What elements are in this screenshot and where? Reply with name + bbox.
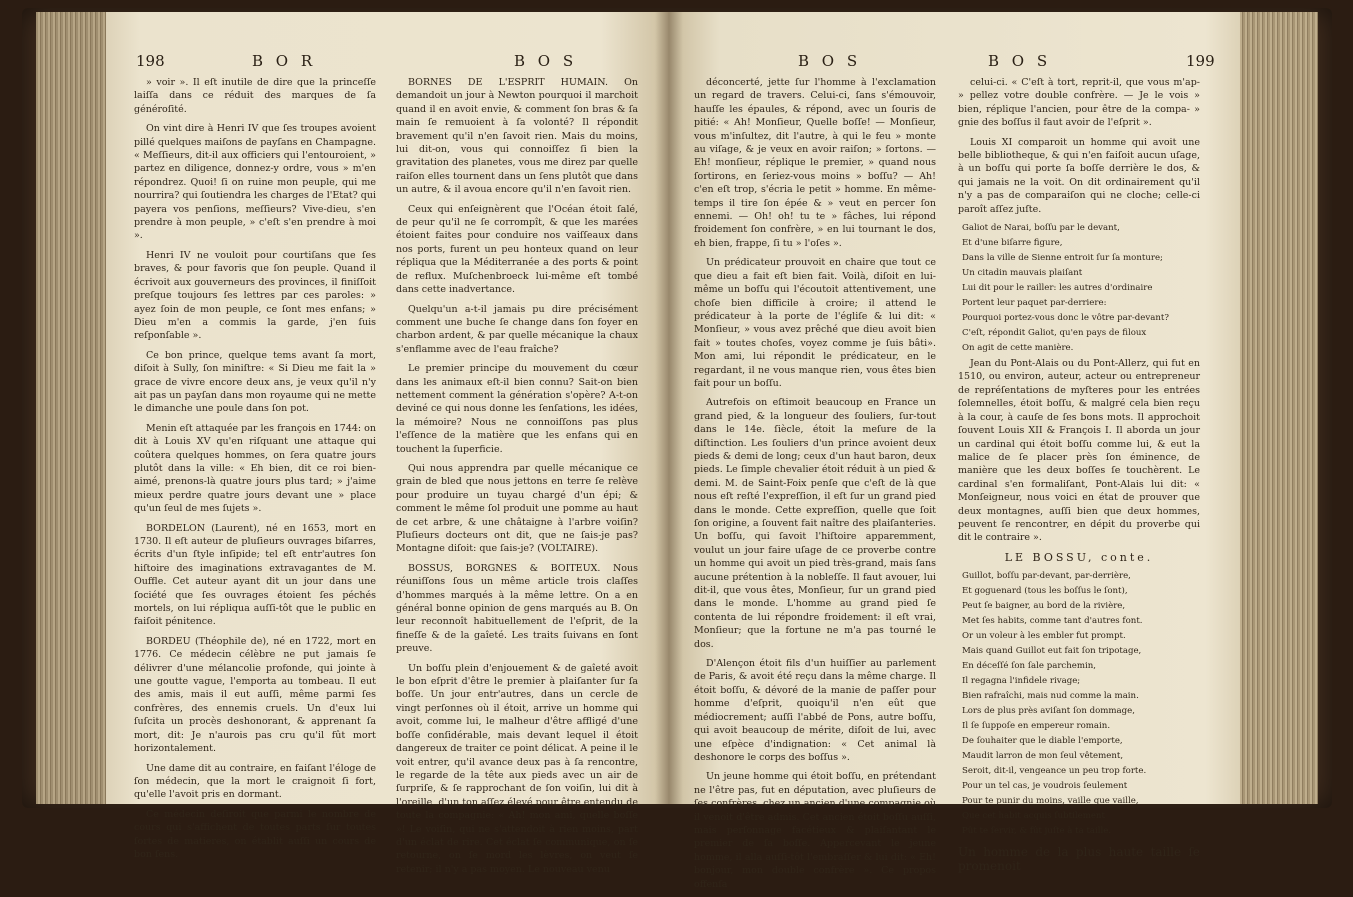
paragraph: celui-ci. « C'eſt à tort, reprit-il, que vous m'ap- » pellez votre double confrère. — Je le vois » bien, réplique l'ancien, pour être de la compa- » gnie des boſſus il faut avoir de l'eſprit ». — [958, 77, 1200, 129]
text-column-3 — [694, 76, 936, 897]
verse-line: Galiot de Narai, boſſu par le devant, — [962, 223, 1120, 234]
verse-line: Il regagna l'infidele rivage; — [962, 676, 1081, 687]
page-edges-left — [36, 12, 108, 804]
running-head-right-2: B O S — [988, 52, 1052, 70]
paragraph: Un homme de la plus haute taille ſe promenoit — [958, 845, 1200, 873]
paragraph: Autrefois on eſtimoit beaucoup en France un grand pied, & la longueur des ſouliers, ſur-tout dans le 14e. ſiècle, étoit la meſure de la diſtinction. Les ſouliers d'un prince avoient deux pieds & demi de long; ceux d'un haut baron, deux pieds. Le ſimple chevalier étoit réduit à un pied & demi. M. de Saint-Foix penſe que c'eſt de là que nous eſt reſté l'expreſſion, il eſt ſur un grand pied dans le monde. Cette expreſſion, quelle que ſoit ſon origine, a ſouvent fait naître des plaiſanteries. Un boſſu, qui ſavoit l'hiſtoire apparemment, voulut un jour faire uſage de ce proverbe contre un homme qui avoit un pied très-grand, mais ſans aucune prétention à la nobleſſe. Il faut avouer, lui dit-il, que vous êtes, Monſieur, ſur un grand pied dans le monde. L'homme au grand pied ſe contenta de lui répondre froidement: il eſt vrai, Monſieur; que la fortune ne m'a pas tourné le dos. — [694, 397, 936, 650]
paragraph: On vint dire à Henri IV que ſes troupes avoient pillé quelques maiſons de payſans en Champagne. « Meſſieurs, dit-il aux officiers qui l'entouroient, » partez en diligence, donnez-y ordre, vous » m'en répondrez. Quoi! ſi on ruine mon peuple, qui me nourrira? qui ſoutiendra les charges de l'Etat? qui payera vos penſions, meſſieurs? Vive-dieu, s'en prendre à mon peuple, » c'eſt s'en prendre à moi ». — [134, 123, 376, 242]
section-title: LE BOSSU, conte. — [1004, 550, 1154, 564]
page-number-right: 199 — [1186, 52, 1215, 70]
verse-line: Et d'une biſarre figure, — [962, 238, 1063, 249]
paragraph: D'Alençon étoit fils d'un huiſſier au parlement de Paris, & avoit été reçu dans la même charge. Il étoit boſſu, & dévoré de la manie de paſſer pour homme d'eſprit, quoiqu'il n'en eût que médiocrement; auſſi l'abbé de Pons, autre boſſu, qui avoit beaucoup de mérite, diſoit de lui, avec une eſpèce d'indignation: « Cet animal là deshonore le corps des boſſus ». — [694, 658, 936, 763]
verse-line: Dans la ville de Sienne entroit ſur ſa monture; — [962, 253, 1163, 264]
paragraph: Jean du Pont-Alais ou du Pont-Allerz, qui fut en 1510, ou environ, auteur, acteur ou entrepreneur de repréſentations de myſteres pour les entrées ſolemnelles, étoit boſſu, & malgré cela bien reçu à la cour, à cauſe de ſes bons mots. Il approchoit ſouvent Louis XII & François I. Il aborda un jour un cardinal qui étoit boſſu comme lui, & eut la malice de ſe placer près ſon éminence, de manière que les deux boſſes ſe touchèrent. Le cardinal s'en formaliſant, Pont-Alais lui dit: « Monſeigneur, nous voici en état de prouver que deux montagnes, auſſi bien que deux hommes, peuvent ſe rencontrer, en dépit du proverbe qui dit le contraire ». — [958, 358, 1200, 544]
paragraph: BORDEU (Théophile de), né en 1722, mort en 1776. Ce médecin célèbre ne put jamais ſe délivrer d'une mélancolie profonde, qui jointe à une goutte vague, l'emporta au tombeau. Il eut des amis, mais il eut auſſi, même parmi ſes confrères, des ennemis cruels. Un d'eux lui ſuſcita un procès deshonorant, & apprenant ſa mort, dit: Je n'aurois pas cru qu'il fût mort horizontalement. — [134, 635, 376, 755]
verse-line: Peut ſe baigner, au bord de la rivière, — [962, 601, 1126, 612]
book-gutter — [655, 12, 683, 804]
paragraph: BORDELON (Laurent), né en 1653, mort en 1730. Il eſt auteur de pluſieurs ouvrages biſarres, écrits d'un ſtyle inſipide; tel eſt entr'autres ſon hiſtoire des imaginations extravagantes de M. Ouffle. Cet auteur ayant dit un jour dans une ſociété que ſes ouvrages étoient ſes péchés mortels, on lui répliqua auſſi-tôt que le public en faiſoit pénitence. — [134, 522, 376, 628]
left-page — [106, 12, 668, 875]
running-head-left-2: B O S — [514, 52, 578, 70]
verse-line: Or un voleur à les embler fut prompt. — [962, 631, 1126, 642]
text-column-4 — [958, 76, 1200, 879]
right-page — [668, 12, 1240, 890]
verse-line: Seroit, dit-il, vengeance un peu trop forte. — [962, 766, 1147, 777]
verse-line: Que cet habit acquis ſubtilement — [962, 811, 1105, 822]
verse-line: Portent leur paquet par-derriere: — [962, 298, 1107, 309]
verse-line: C'eſt, répondit Galiot, qu'en pays de filoux — [962, 328, 1147, 339]
verse-line: Pût te ſervir, & fût juſte à ta taille. — [962, 826, 1112, 837]
paragraph: Un prédicateur prouvoit en chaire que tout ce que dieu a fait eſt bien fait. Voilà, diſoit en lui-même un boſſu qui l'écoutoit attentivement, une choſe bien difficile à croire; il attend le prédicateur à la porte de l'égliſe & lui dit: « Monſieur, » vous avez prêché que dieu avoit bien fait » toutes choſes, voyez comme je ſuis bâti». Mon ami, lui répondit le prédicateur, en le regardant, il ne vous manque rien, vous êtes bien fait pour un boſſu. — [694, 257, 936, 389]
text-column-1 — [134, 76, 376, 867]
verse-line: Pour te punir du moins, vaille que vaille, — [962, 796, 1139, 807]
paragraph: Louis XI comparoit un homme qui avoit une belle bibliotheque, & qui n'en faiſoit aucun uſage, à un boſſu qui porte ſa boſſe derrière le dos, & qui jamais ne la voit. On dit ordinairement qu'il n'y a pas de comparaiſon qui ne cloche; celle-ci paroît aſſez juſte. — [958, 136, 1200, 215]
paragraph: Qui nous apprendra par quelle mécanique ce grain de bled que nous jettons en terre ſe relève pour produire un tuyau chargé d'un épi; & comment le même ſol produit une pomme au haut de cet arbre, & une châtaigne à l'arbre voiſin? Pluſieurs docteurs ont dit, que ne ſais-je pas? Montagne diſoit: que ſais-je? (VOLTAIRE). — [396, 462, 638, 555]
paragraph: Une dame dit au contraire, en faiſant l'éloge de ſon médecin, que la mort le craignoit ſi fort, qu'elle l'avoit pris en dormant. — [134, 762, 376, 801]
verse-line: Pour un tel cas, je voudrois ſeulement — [962, 781, 1128, 792]
verse-line: Guillot, boſſu par-devant, par-derrière, — [962, 571, 1131, 582]
paragraph: BORNES DE L'ESPRIT HUMAIN. On demandoit un jour à Newton pourquoi il marchoit quand il en avoit envie, & comment ſon bras & ſa main ſe remuoient à ſa volonté? Il répondit bravement qu'il n'en ſavoit rien. Mais du moins, lui dit-on, vous qui connoiſſez ſi bien la gravitation des planetes, vous me direz par quelle raiſon elles tournent dans un ſens plutôt que dans un autre, & il avoua encore qu'il n'en ſavoit rien. — [396, 77, 638, 196]
verse-line: Un citadin mauvais plaiſant — [962, 268, 1083, 279]
verse-line: Mais quand Guillot eut fait ſon tripotage, — [962, 646, 1142, 657]
paragraph: Henri IV ne vouloit pour courtiſans que ſes braves, & pour favoris que ſon peuple. Quand il écrivoit aux gouverneurs des provinces, il finiſſoit preſque toujours ſes lettres par ces paroles: » ayez ſoin de mon peuple, ce ſont mes enfans; » Dieu m'en a commis la garde, j'en ſuis reſponſable ». — [134, 249, 376, 342]
verse-line: Lors de plus près aviſant ſon dommage, — [962, 706, 1135, 717]
verse-line: Pourquoi portez-vous donc le vôtre par-devant? — [962, 313, 1169, 324]
paragraph: Ceux qui enſeignèrent que l'Océan étoit ſalé, de peur qu'il ne ſe corrompît, & que les marées étoient faites pour conduire nos vaiſſeaux dans nos ports, furent un peu honteux quand on leur répliqua que la Méditerranée a des ports & point de reflux. Muſchenbroeck lui-même eſt tombé dans cette inadvertance. — [396, 203, 638, 296]
verse-line: Bien rafraîchi, mais nud comme la main. — [962, 691, 1139, 702]
verse-line: Lui dit pour le railler: les autres d'ordinaire — [962, 283, 1153, 294]
text-column-2 — [396, 76, 638, 882]
paragraph: » voir ». Il eſt inutile de dire que la princeſſe laiſſa dans ce réduit des marques de ſa généroſité. — [134, 77, 376, 115]
verse-line: Maudit larron de mon ſeul vêtement, — [962, 751, 1124, 762]
verse-line: Et goguenard (tous les boſſus le ſont), — [962, 586, 1128, 597]
paragraph: Ce médecin deſiroit que parmi le nombre de cours qui s'affichent de toutes parts ſur toutes ſortes de matieres, on établit auſſi un cours de bon ſens. — [134, 808, 376, 860]
verse-line: De ſouhaiter que le diable l'emporte, — [962, 736, 1123, 747]
paragraph: Un jeune homme qui étoit boſſu, en prétendant ne l'être pas, fut en députation, avec pluſieurs de ſes confrères, chez un ancien d'une compagnie où il venoit d'être admis. Cet ancien étoit boſſu auſſi, mais perſonnage facétieux & plaiſantant le premier de ſa boſſe. Appercevant le jeune homme, il alla auſſi-tôt l'embraſſer & lui dit: « Eh! bonjour, mon double confrère ». Ce propos offenſa — [694, 771, 936, 890]
verse-line: Il ſe ſuppoſe en empereur romain. — [962, 721, 1111, 732]
page-edges-right — [1238, 12, 1318, 804]
paragraph: Un boſſu plein d'enjouement & de gaîeté avoit le bon eſprit d'être le premier à plaiſanter ſur ſa boſſe. Un jour entr'autres, dans un cercle de vingt perſonnes où il étoit, arrive un homme qui avoit, comme lui, le malheur d'être affligé d'une boſſe conſidérable, mais devant lequel il étoit dangereux de traiter ce point délicat. A peine il le voit entrer, qu'il avance deux pas à ſa rencontre, le regarde de la tête aux pieds avec un air de ſurpriſe, & ſe rapprochant de ſon voiſin, lui dit à l'oreille, d'un ton aſſez élevé pour être entendu de toute la compagnie: « Ah! mon ami, quelle boſſe »! Le voiſin, qui ne s'attendoit à rien moins, part d'un éclat de rire. Cet éclat ſe communique, on ſe retourne, on ſe mord les lèvres, on veut ſe retenir; il n'y a pas moyen. Le nouveau venu — [396, 662, 638, 875]
paragraph: Le premier principe du mouvement du cœur dans les animaux eſt-il bien connu? Sait-on bien nettement comment la génération s'opère? A-t-on deviné ce qui nous donne les ſenſations, les idées, la mémoire? Nous ne connoiſſons pas plus l'eſſence de la matière que les enfans qui en touchent la ſuperficie. — [396, 363, 638, 455]
paragraph: Menin eſt attaquée par les françois en 1744: on dit à Louis XV qu'en riſquant une attaque qui coûtera quelques hommes, on ſera quatre jours plutôt dans la ville: « Eh bien, dit ce roi bien-aimé, prenons-là quatre jours plus tard; » j'aime mieux perdre quatre jours devant une » place qu'un ſeul de mes ſujets ». — [134, 422, 376, 515]
paragraph: Quelqu'un a-t-il jamais pu dire précisément comment une buche ſe change dans ſon foyer en charbon ardent, & par quelle mécanique la chaux s'enflamme avec de l'eau fraîche? — [396, 303, 638, 355]
verse-line: En déceſſé ſon ſale parchemin, — [962, 661, 1097, 672]
running-head-left-1: B O R — [252, 52, 317, 70]
verse-line: Met ſes habits, comme tant d'autres font. — [962, 616, 1143, 627]
verse-line: On agit de cette manière. — [962, 343, 1074, 354]
paragraph: Ce bon prince, quelque tems avant ſa mort, diſoit à Sully, ſon miniſtre: « Si Dieu me fait la » grace de vivre encore deux ans, je veux qu'il n'y ait pas un payſan dans mon royaume qui ne mette le dimanche une poule dans ſon pot. — [134, 349, 376, 415]
page-number-left: 198 — [136, 52, 165, 70]
paragraph: BOSSUS, BORGNES & BOITEUX. Nous réuniſſons ſous un même article trois claſſes d'hommes marqués à la même lettre. On a en général bonne opinion de gens marqués au B. On leur reconnoît habituellement de l'eſprit, de la fineſſe & de la gaîeté. Les traits ſuivans en ſont preuve. — [396, 562, 638, 655]
running-head-right-1: B O S — [798, 52, 862, 70]
paragraph: déconcerté, jette ſur l'homme à l'exclamation un regard de travers. Celui-ci, ſans s'émouvoir, hauſſe les épaules, & répond, avec un ſouris de pitié: « Ah! Monſieur, Quelle boſſe! — Monſieur, vous m'inſultez, dit l'autre, à qui le feu » monte au viſage, & je veux en avoir raiſon; » ſortons. — Eh! monſieur, réplique le premier, » quand nous ſortirons, en ſeriez-vous moins » boſſu? — Ah! c'en eſt trop, s'écria le petit » homme. En même-temps il tire ſon épée & » veut en percer ſon ennemi. — Oh! oh! tu te » fâches, lui répond froidement ſon confrère, » en lui tournant le dos, eh bien, frappe, ſi tu » l'oſes ». — [694, 77, 936, 249]
